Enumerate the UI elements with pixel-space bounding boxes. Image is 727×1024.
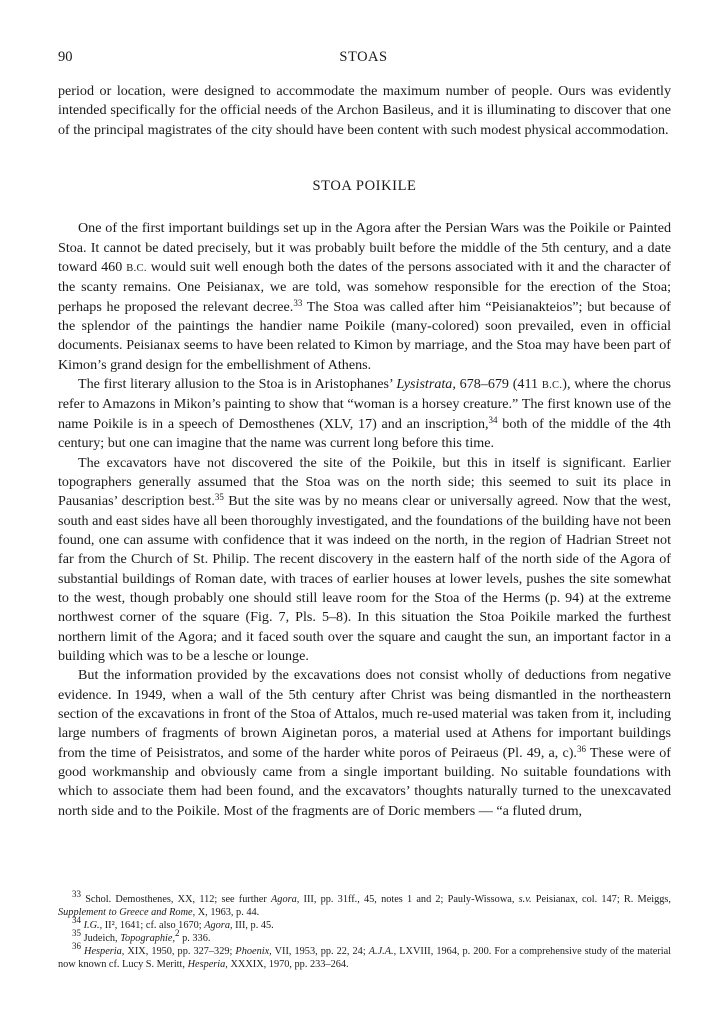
footnotes: [58, 889, 672, 972]
footnote-35: $^{35}$ Judeich, Topographie,$^2$ p. 336.: [72, 928, 211, 945]
page-number: 90: [58, 49, 73, 65]
footnote-33: $^{33}$ Schol. Demosthenes, XX, 112; see further Agora, III, pp. 31ff., 45, notes 1 and 2; Pauly-Wissowa, s.v. Peisianax, col. 147; R. Meiggs, Supplement to Greece and Rome, X, 1963, p. 44.: [58, 889, 671, 919]
footnote-ref-35[interactable]: 35: [214, 492, 224, 503]
paragraph-2: The first literary allusion to the Stoa is in Aristophanes’ Lysistrata, 678–679 (411 B.C.), where the chorus refer to Amazons in Mikon’s painting to show that “woman is a horsey creature.” The first known use of the name Poikile is in a speech of Demosthenes (XLV, 17) and an inscription,$^{34}$ both of the middle of the 4th century; but one can imagine that the name was current long before this time.: [58, 376, 671, 452]
page-header: [58, 49, 669, 69]
footnote-34: $^{34}$ I.G., II², 1641; cf. also 1670; Agora, III, p. 45.: [72, 915, 274, 932]
section-title: STOA POIKILE: [312, 178, 417, 195]
footnote-ref-33[interactable]: 33: [293, 297, 303, 308]
footnote-36: $^{36}$ Hesperia, XIX, 1950, pp. 327–329; Phoenix, VII, 1953, pp. 22, 24; A.J.A., LXVIII, 1964, p. 200. For a comprehensive study of the material now known cf. Lucy S. Meritt, Hesperia, XXXIX, 1970, pp. 233–264.: [58, 941, 672, 971]
paragraph-4: But the information provided by the excavations does not consist wholly of deductions from negative evidence. In 1949, when a wall of the 5th century after Christ was being dismantled in the northeastern section of the excavations in front of the Stoa of Attalos, much re-used material was taken from it, including large numbers of fragments of brown Aiginetan poros, a material used at Athens for important buildings from the time of Peisistratos, and some of the harder white poros of Peiraeus (Pl. 49, a, c).$^{36}$ These were of good workmanship and obviously came from a single important building. No suitable foundations with which to associate them had been found, and the excavators’ thoughts naturally turned to the unexcavated north side and to the Poikile. Most of the fragments are of Doric members — “a fluted drum,: [58, 667, 671, 819]
running-head: STOAS: [339, 49, 388, 65]
footnote-ref-36[interactable]: 36: [576, 743, 586, 754]
footnote-ref-34[interactable]: 34: [488, 414, 498, 425]
paragraph-3: The excavators have not discovered the site of the Poikile, but this in itself is significant. Earlier topographers generally assumed that the Stoa was on the north side; this seemed to suit its place in Pausanias’ description best.$^{35}$ But the site was by no means clear or universally agreed. Now that the west, south and east sides have all been thoroughly investigated, and the foundations of the building have not been found, one can assume with confidence that it was indeed on the north, in the region of Hadrian Street not far from the Church of St. Philip. The recent discovery in the eastern half of the north side of the Agora of substantial buildings of Roman date, with traces of earlier houses at lower levels, pushes the site somewhat to the west, though probably one should still leave room for the Stoa of the Herms (p. 94) at the extreme northwest corner of the square (Fig. 7, Pls. 5–8). In this situation the Stoa Poikile marked the furthest northern limit of the Agora; and it faced south over the square and caught the sun, an important factor in a building which was to be a lesche or lounge.: [58, 454, 671, 664]
intro-paragraph: period or location, were designed to accommodate the maximum number of people. Ours was evidently intended specifically for the official needs of the Archon Basileus, and it is illuminating to discover that one of the principal magistrates of the city should have been content with such modest physical accommodation.: [58, 83, 671, 138]
paragraph-1: One of the first important buildings set up in the Agora after the Persian Wars was the Poikile or Painted Stoa. It cannot be dated precisely, but it was probably built before the middle of the 5th century, and a date toward 460 B.C. would suit well enough both the dates of the persons associated with it and the character of the scanty remains. One Peisianax, we are told, was somehow responsible for the erection of the Stoa; perhaps he proposed the relevant decree.$^{33}$ The Stoa was called after him “Peisianakteios”; but because of the splendor of the paintings the handier name Poikile (many-colored) soon prevailed, even in official documents. Peisianax seems to have been related to Kimon by marriage, and the Stoa may have been part of Kimon’s grand design for the embellishment of Athens.: [58, 220, 671, 373]
main-text: [58, 82, 671, 821]
